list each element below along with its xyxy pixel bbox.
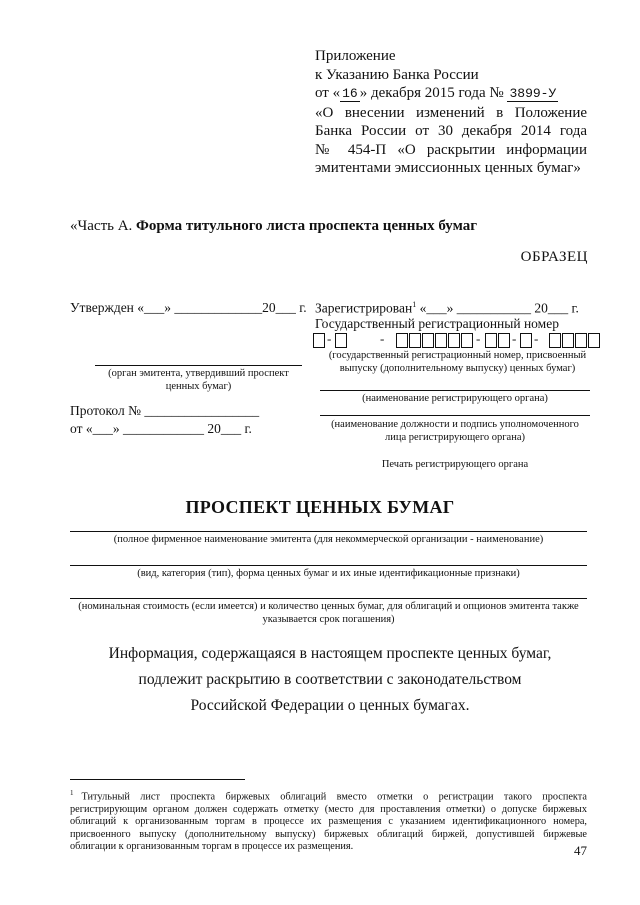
reg-box[interactable] (520, 333, 532, 348)
appendix-desc-1: «О внесении изменений в Положение (315, 104, 587, 121)
securities-caption: (вид, категория (тип), форма ценных бумаг и их иные идентификационные признаки) (137, 568, 520, 579)
reg-box[interactable] (575, 333, 587, 348)
part-heading: «Часть А. Форма титульного листа проспекта ценных бумаг (70, 218, 478, 234)
protocol-date-line: от «___» ____________ 20___ г. (70, 421, 252, 436)
footnote (70, 787, 587, 853)
securities-line (70, 565, 587, 566)
footnote-ref: 1 (412, 300, 417, 309)
registered-line: Зарегистрирован$^1$ «___» ___________ 20___ г. (315, 300, 579, 316)
reg-box[interactable] (422, 333, 434, 348)
organ-name-line (320, 390, 590, 391)
reg-box[interactable] (435, 333, 447, 348)
organ-line (95, 365, 302, 366)
footnote-mark: 1 (70, 789, 74, 797)
info-line-2: подлежит раскрытию в соответствии с законодательством (138, 671, 522, 688)
issuer-caption: (полное фирменное наименование эмитента (для некоммерческой организации - наименование) (113, 534, 544, 545)
sample-label: ОБРАЗЕЦ (520, 249, 588, 265)
organ-caption: (орган эмитента, утвердивший проспект ценных бумаг) (108, 368, 289, 392)
issuer-line (70, 531, 587, 532)
info-line-1: Информация, содержащаяся в настоящем проспекте ценных бумаг, (108, 645, 552, 662)
handwritten-day: 16 (342, 86, 358, 101)
official-caption: (наименование должности и подпись уполномоченного лица регистрирующего органа) (331, 419, 579, 443)
reg-box[interactable] (335, 333, 347, 348)
reg-box[interactable] (549, 333, 561, 348)
seal-label: Печать регистрирующего органа (381, 459, 529, 470)
reg-box[interactable] (485, 333, 497, 348)
footnote-text: Титульный лист проспекта биржевых облигаций вместо отметки о регистрации такого проспекта регистрирующим органом должен содержать отметку (место для проставления отметки) о допуске биржевых облигаций к организованным торгам в процессе их размещения с указанием идентификационного номера, присвоенного выпуску (дополнительному выпуску) биржевых облигаций биржей, допустившей биржевые облигации к организованным торгам в процессе их размещения. (70, 791, 587, 853)
handwritten-number: 3899-У (509, 86, 557, 101)
reg-box[interactable] (562, 333, 574, 348)
appendix-desc-3: № 454-П «О раскрытии информации (315, 141, 587, 158)
nominal-caption: (номинальная стоимость (если имеется) и количество ценных бумаг, для облигаций и опционов эмитента также указывается срок погашения) (78, 601, 579, 625)
appendix-date-line: от « 16 » декабря 2015 года № 3899-У (315, 85, 557, 101)
reg-box[interactable] (409, 333, 421, 348)
reg-box[interactable] (313, 333, 325, 348)
appendix-reference: к Указанию Банка России (315, 66, 479, 83)
reg-box[interactable] (588, 333, 600, 348)
reg-box[interactable] (448, 333, 460, 348)
page-number: 47 (574, 843, 587, 858)
organ-name-caption: (наименование регистрирующего органа) (362, 393, 548, 404)
appendix-title: Приложение (315, 48, 396, 64)
main-title: ПРОСПЕКТ ЦЕННЫХ БУМАГ (185, 497, 455, 517)
reg-box[interactable] (396, 333, 408, 348)
appendix-desc-4: эмитентами эмиссионных ценных бумаг» (315, 160, 581, 176)
reg-number-caption: (государственный регистрационный номер, присвоенный выпуску (дополнительному выпуску) ценных бумаг) (328, 350, 587, 374)
appendix-header (315, 47, 587, 178)
appendix-desc-2: Банка России от 30 декабря 2014 года (315, 123, 587, 139)
footnote-separator (70, 779, 245, 780)
official-line (320, 415, 590, 416)
info-line-3: Российской Федерации о ценных бумагах. (190, 697, 470, 714)
state-reg-number-label: Государственный регистрационный номер (315, 316, 559, 331)
approved-line: Утвержден «___» _____________20___ г. (70, 300, 307, 315)
protocol-line: Протокол № _________________ (70, 403, 260, 418)
reg-box[interactable] (498, 333, 510, 348)
reg-box[interactable] (461, 333, 473, 348)
part-title: Форма титульного листа проспекта ценных бумаг (136, 218, 478, 234)
nominal-line (70, 598, 587, 599)
